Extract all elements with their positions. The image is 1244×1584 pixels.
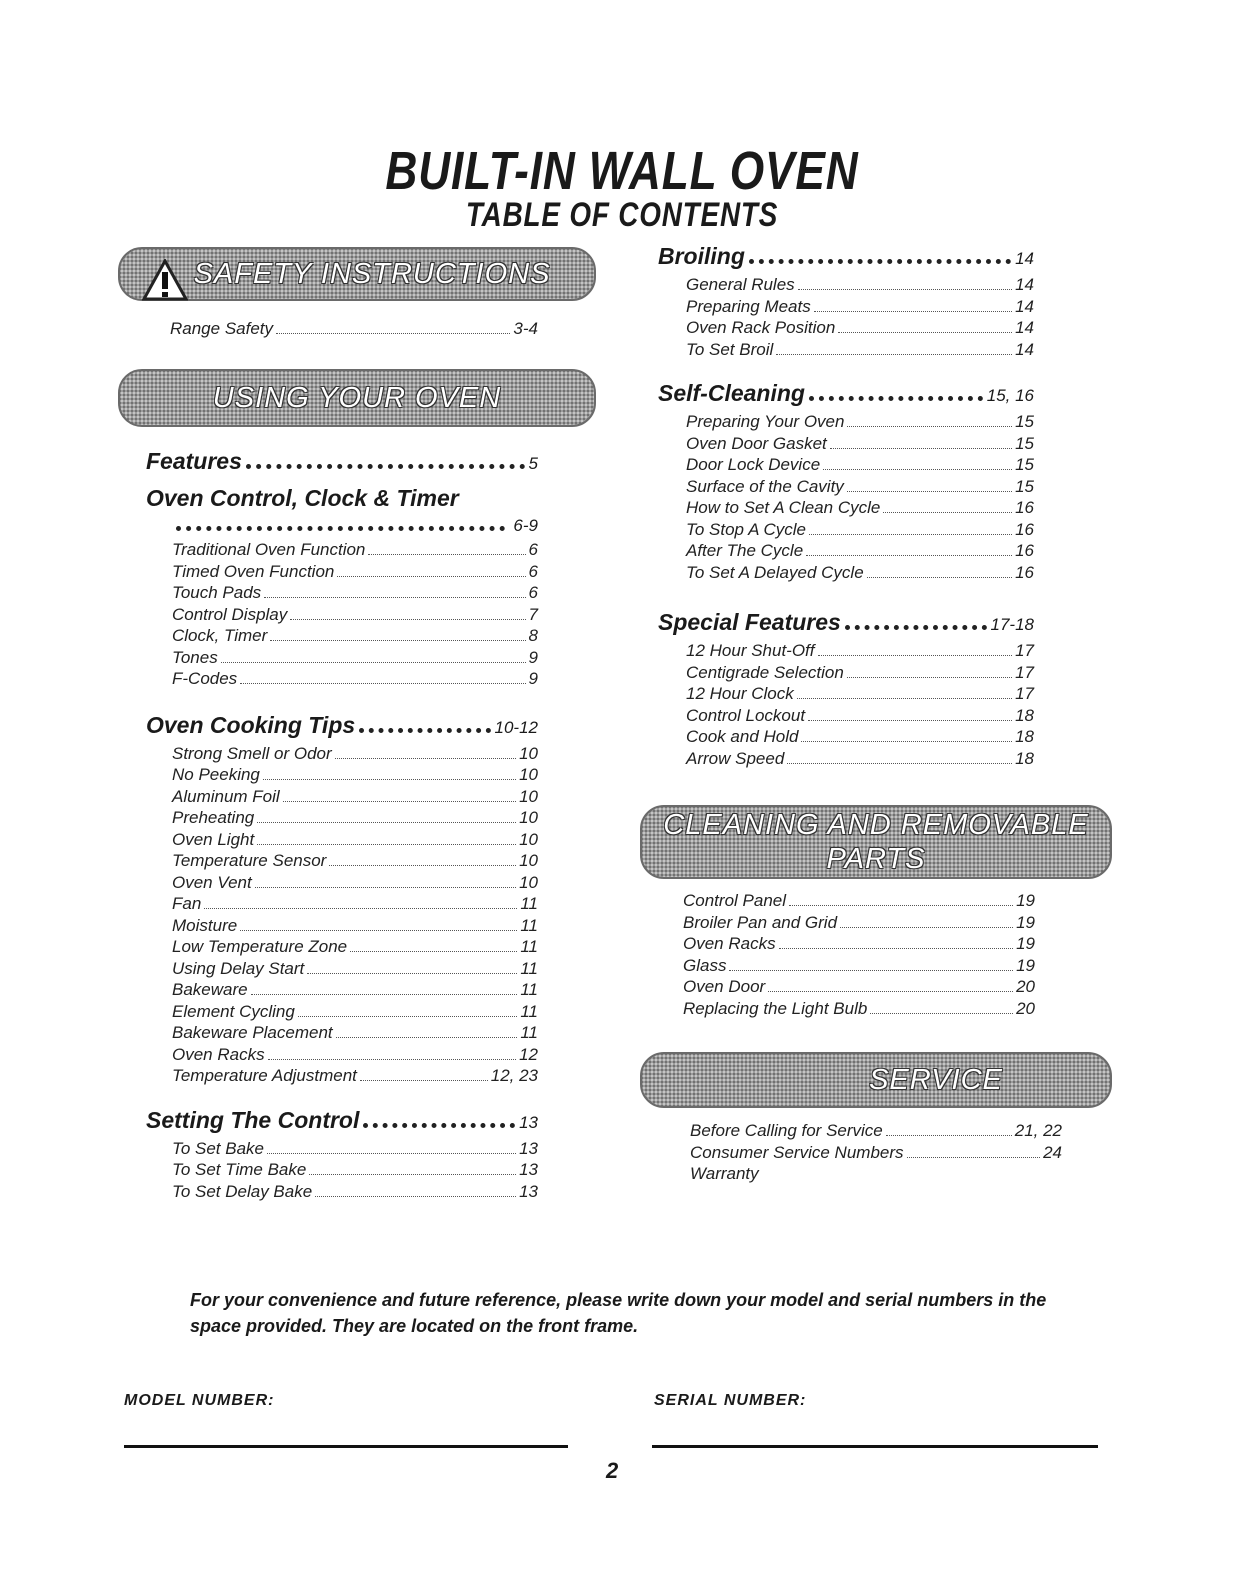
toc-entry-page: 10 bbox=[519, 743, 538, 763]
toc-entry-label: 12 Hour Clock bbox=[686, 684, 794, 703]
toc-entry-label: Control Lockout bbox=[686, 705, 806, 725]
toc-entry-page: 20 bbox=[1016, 977, 1035, 996]
toc-entry-label: Fan bbox=[172, 894, 202, 913]
toc-entry-page: 14 bbox=[1015, 318, 1034, 337]
toc-entry-page: 18 bbox=[1015, 748, 1034, 768]
leader-dots bbox=[847, 491, 1012, 492]
toc-entry-label: Arrow Speed bbox=[686, 748, 785, 768]
toc-entry-page: 19 bbox=[1016, 934, 1035, 953]
toc-entry[interactable] bbox=[686, 540, 1034, 562]
leader-dots bbox=[315, 1196, 516, 1197]
toc-entry-label: Oven Light bbox=[172, 829, 255, 849]
toc-entry-page: 11 bbox=[520, 980, 538, 999]
leader-dots bbox=[283, 801, 516, 802]
page-subtitle: TABLE OF CONTENTS bbox=[465, 196, 779, 234]
toc-entry[interactable] bbox=[686, 476, 1034, 498]
toc-entry[interactable] bbox=[686, 411, 1034, 433]
toc-entry-page: 11 bbox=[520, 937, 538, 956]
footer-note: For your convenience and future reference, please write down your model and serial numbers in the space provided. They are located on the front frame. bbox=[190, 1290, 1047, 1336]
toc-entry-page: 9 bbox=[528, 647, 538, 667]
toc-entry-page: 12 bbox=[519, 1044, 538, 1064]
toc-entry-page: 15 bbox=[1015, 455, 1034, 474]
toc-entry[interactable] bbox=[172, 786, 538, 808]
leader-dots bbox=[808, 720, 1012, 721]
leader-dots bbox=[847, 677, 1012, 678]
toc-entry-page: 8 bbox=[528, 626, 538, 645]
toc-entry[interactable] bbox=[172, 893, 538, 915]
safety-banner bbox=[118, 247, 596, 301]
toc-entry-label: Low Temperature Zone bbox=[172, 937, 348, 956]
toc-section-setting-control[interactable] bbox=[146, 1105, 538, 1138]
toc-entry-label: Preparing Your Oven bbox=[686, 412, 845, 431]
toc-entry[interactable] bbox=[172, 625, 538, 647]
toc-entry-label: Temperature Adjustment bbox=[172, 1066, 357, 1085]
toc-entry[interactable] bbox=[686, 274, 1034, 296]
section-label: Oven Control, Clock & Timer bbox=[146, 485, 459, 511]
leader-dots bbox=[809, 396, 983, 401]
self-cleaning-items bbox=[658, 411, 1034, 583]
leader-dots bbox=[749, 259, 1011, 264]
toc-entry-label: Consumer Service Numbers bbox=[690, 1142, 904, 1162]
toc-entry-label: Oven Racks bbox=[683, 934, 776, 953]
leader-dots bbox=[251, 994, 518, 995]
toc-entry-label: Before Calling for Service bbox=[690, 1121, 883, 1140]
toc-entry[interactable] bbox=[683, 912, 1035, 934]
toc-entry[interactable] bbox=[686, 640, 1034, 662]
toc-entry-page: 16 bbox=[1015, 541, 1034, 560]
leader-dots bbox=[363, 1123, 515, 1128]
cleaning-banner-line1: CLEANING AND REMOVABLE bbox=[663, 809, 1089, 841]
toc-entry-label: Cook and Hold bbox=[686, 727, 799, 746]
leader-dots bbox=[787, 763, 1012, 764]
leader-dots bbox=[867, 577, 1012, 578]
leader-dots bbox=[298, 1016, 518, 1017]
toc-entry[interactable] bbox=[686, 497, 1034, 519]
toc-entry[interactable] bbox=[690, 1163, 1062, 1185]
toc-entry-page: 14 bbox=[1015, 339, 1034, 359]
serial-number-field[interactable] bbox=[652, 1445, 1098, 1448]
section-label: Oven Cooking Tips bbox=[146, 711, 356, 738]
toc-entry[interactable] bbox=[690, 1142, 1062, 1164]
using-oven-banner-label: USING YOUR OVEN bbox=[212, 382, 502, 414]
model-number-field[interactable] bbox=[124, 1445, 568, 1448]
leader-dots bbox=[204, 908, 517, 909]
leader-dots bbox=[263, 779, 516, 780]
toc-entry-label: Oven Door Gasket bbox=[686, 433, 827, 453]
toc-entry-label: Clock, Timer bbox=[172, 626, 268, 645]
toc-entry-label: Temperature Sensor bbox=[172, 851, 327, 870]
toc-entry-page: 15 bbox=[1015, 476, 1034, 496]
leader-dots bbox=[818, 655, 1013, 656]
leader-dots bbox=[246, 464, 525, 469]
toc-entry[interactable] bbox=[686, 296, 1034, 318]
using-oven-banner bbox=[118, 369, 596, 427]
toc-entry-page: 7 bbox=[528, 604, 538, 624]
toc-entry[interactable] bbox=[172, 1022, 538, 1044]
cooking-tips-items bbox=[146, 743, 538, 1087]
toc-entry-label: Oven Racks bbox=[172, 1044, 265, 1064]
toc-entry-label: To Set A Delayed Cycle bbox=[686, 562, 864, 582]
toc-entry-label: Warranty bbox=[690, 1164, 759, 1183]
toc-entry-label: Oven Vent bbox=[172, 872, 252, 892]
toc-section-self-cleaning[interactable] bbox=[658, 378, 1034, 411]
leader-dots bbox=[779, 948, 1013, 949]
section-page: 17-18 bbox=[990, 615, 1034, 634]
toc-section-oven-control[interactable] bbox=[146, 483, 538, 513]
toc-entry[interactable] bbox=[686, 317, 1034, 339]
toc-entry[interactable] bbox=[172, 829, 538, 851]
toc-entry-page: 13 bbox=[519, 1160, 538, 1179]
toc-entry-label: To Set Broil bbox=[686, 339, 774, 359]
toc-entry-label: Using Delay Start bbox=[172, 958, 305, 978]
toc-entry-label: Element Cycling bbox=[172, 1001, 295, 1021]
toc-entry[interactable] bbox=[686, 454, 1034, 476]
leader-dots bbox=[257, 844, 516, 845]
toc-entry-page: 17 bbox=[1015, 662, 1034, 682]
toc-entry[interactable] bbox=[686, 433, 1034, 455]
toc-entry-label: Timed Oven Function bbox=[172, 561, 335, 581]
leader-dots bbox=[335, 758, 516, 759]
toc-entry-page: 16 bbox=[1015, 519, 1034, 539]
leader-dots bbox=[270, 640, 525, 641]
leader-dots bbox=[840, 927, 1013, 928]
right-toc-column bbox=[658, 241, 1034, 769]
cleaning-parts-banner bbox=[640, 805, 1112, 879]
toc-entry[interactable] bbox=[686, 726, 1034, 748]
toc-entry[interactable] bbox=[172, 743, 538, 765]
toc-entry[interactable] bbox=[686, 705, 1034, 727]
toc-entry[interactable] bbox=[172, 915, 538, 937]
toc-entry[interactable] bbox=[683, 955, 1035, 977]
toc-entry[interactable] bbox=[686, 683, 1034, 705]
toc-entry[interactable] bbox=[172, 561, 538, 583]
toc-entry[interactable] bbox=[690, 1120, 1062, 1142]
toc-section-special-features[interactable] bbox=[658, 607, 1034, 640]
toc-entry[interactable] bbox=[172, 958, 538, 980]
toc-section-broiling[interactable] bbox=[658, 241, 1034, 274]
section-label: Special Features bbox=[658, 609, 841, 635]
toc-entry-page: 3-4 bbox=[513, 319, 538, 338]
model-number-label: MODEL NUMBER: bbox=[124, 1392, 275, 1409]
toc-entry-label: Bakeware bbox=[172, 980, 248, 999]
toc-entry[interactable] bbox=[683, 998, 1035, 1020]
toc-entry[interactable] bbox=[686, 662, 1034, 684]
toc-entry-page: 9 bbox=[528, 669, 538, 688]
leader-dots bbox=[847, 426, 1012, 427]
toc-section-features[interactable] bbox=[146, 446, 538, 479]
toc-entry[interactable] bbox=[686, 339, 1034, 361]
leader-dots bbox=[776, 354, 1012, 355]
toc-entry-page: 11 bbox=[520, 1001, 538, 1021]
leader-dots bbox=[797, 698, 1012, 699]
broiling-items bbox=[658, 274, 1034, 360]
section-page: 5 bbox=[528, 454, 538, 473]
toc-entry-label: Oven Door bbox=[683, 977, 766, 996]
leader-dots bbox=[268, 1059, 516, 1060]
toc-entry[interactable] bbox=[172, 539, 538, 561]
service-banner-label: SERVICE bbox=[869, 1064, 1003, 1096]
toc-entry-label: General Rules bbox=[686, 275, 795, 294]
leader-dots bbox=[264, 597, 525, 598]
toc-entry[interactable] bbox=[172, 1065, 538, 1087]
section-label: Features bbox=[146, 448, 242, 474]
section-label: Self-Cleaning bbox=[658, 380, 805, 406]
toc-entry[interactable] bbox=[172, 1138, 538, 1160]
toc-entry-label: Tones bbox=[172, 647, 218, 667]
toc-entry-label: Bakeware Placement bbox=[172, 1023, 333, 1042]
service-items-list bbox=[690, 1120, 1062, 1185]
toc-entry-label: Glass bbox=[683, 955, 727, 975]
toc-section-oven-control-page-line bbox=[146, 513, 538, 539]
toc-entry-page: 10 bbox=[519, 808, 538, 827]
toc-entry-label: How to Set A Clean Cycle bbox=[686, 498, 881, 517]
toc-entry-label: Door Lock Device bbox=[686, 455, 821, 474]
toc-entry-page: 20 bbox=[1016, 998, 1035, 1018]
leader-dots bbox=[845, 625, 987, 630]
toc-entry-label: Surface of the Cavity bbox=[686, 476, 844, 496]
leader-dots bbox=[309, 1174, 516, 1175]
safety-banner-label: SAFETY INSTRUCTIONS bbox=[193, 258, 551, 290]
toc-entry-page: 17 bbox=[1015, 684, 1034, 703]
leader-dots bbox=[360, 1080, 488, 1081]
leader-dots bbox=[823, 469, 1012, 470]
leader-dots bbox=[337, 576, 525, 577]
toc-entry-label: To Set Bake bbox=[172, 1138, 264, 1158]
toc-entry-label: F-Codes bbox=[172, 669, 238, 688]
toc-entry-page: 10 bbox=[519, 786, 538, 806]
toc-entry-label: After The Cycle bbox=[686, 541, 804, 560]
toc-entry[interactable] bbox=[686, 519, 1034, 541]
toc-entry[interactable] bbox=[172, 979, 538, 1001]
toc-entry-page: 15 bbox=[1015, 412, 1034, 431]
toc-entry-page: 13 bbox=[519, 1138, 538, 1158]
leader-dots bbox=[798, 289, 1012, 290]
toc-entry[interactable] bbox=[172, 764, 538, 786]
toc-entry-label: Control Panel bbox=[683, 891, 787, 910]
toc-entry-page: 6 bbox=[528, 561, 538, 581]
toc-entry-label: Strong Smell or Odor bbox=[172, 743, 332, 763]
leader-dots bbox=[221, 662, 526, 663]
toc-entry-page: 11 bbox=[520, 894, 538, 913]
setting-control-items bbox=[146, 1138, 538, 1203]
toc-entry-page: 10 bbox=[519, 765, 538, 784]
toc-entry-page: 24 bbox=[1043, 1142, 1062, 1162]
toc-entry-page: 6 bbox=[528, 583, 538, 602]
leader-dots bbox=[368, 554, 525, 555]
leader-dots bbox=[883, 512, 1012, 513]
toc-entry-label: Control Display bbox=[172, 604, 288, 624]
toc-entry[interactable] bbox=[683, 933, 1035, 955]
toc-entry-page: 16 bbox=[1015, 498, 1034, 517]
cleaning-items-list bbox=[683, 890, 1035, 1019]
special-features-items bbox=[658, 640, 1034, 769]
toc-entry-page: 19 bbox=[1016, 912, 1035, 932]
leader-dots bbox=[768, 991, 1013, 992]
toc-entry[interactable] bbox=[172, 582, 538, 604]
section-page: 14 bbox=[1015, 249, 1034, 268]
toc-entry-label: 12 Hour Shut-Off bbox=[686, 641, 815, 660]
page-title: BUILT-IN WALL OVEN bbox=[385, 141, 859, 201]
toc-entry[interactable] bbox=[172, 936, 538, 958]
toc-entry-page: 10 bbox=[519, 872, 538, 892]
toc-entry-page: 17 bbox=[1015, 641, 1034, 660]
leader-dots bbox=[336, 1037, 518, 1038]
leader-dots bbox=[801, 741, 1012, 742]
toc-entry[interactable] bbox=[686, 748, 1034, 770]
toc-entry-label: Centigrade Selection bbox=[686, 662, 844, 682]
section-page: 15, 16 bbox=[986, 386, 1034, 405]
leader-dots bbox=[329, 865, 516, 866]
leader-dots bbox=[886, 1135, 1012, 1136]
toc-entry-label: Oven Rack Position bbox=[686, 318, 836, 337]
section-page: 10-12 bbox=[494, 717, 538, 737]
left-toc-column bbox=[146, 446, 538, 1202]
leader-dots bbox=[907, 1157, 1041, 1158]
toc-entry-page: 18 bbox=[1015, 727, 1034, 746]
toc-entry-page: 19 bbox=[1016, 891, 1035, 910]
warning-icon bbox=[142, 259, 188, 301]
toc-entry-label: Traditional Oven Function bbox=[172, 540, 366, 559]
toc-entry-label: Touch Pads bbox=[172, 583, 262, 602]
toc-entry[interactable] bbox=[172, 807, 538, 829]
toc-entry-page: 11 bbox=[520, 958, 538, 978]
toc-entry-page: 14 bbox=[1015, 296, 1034, 316]
leader-dots bbox=[240, 683, 525, 684]
leader-dots bbox=[307, 973, 517, 974]
toc-entry-label: Moisture bbox=[172, 915, 238, 935]
toc-entry-page: 15 bbox=[1015, 433, 1034, 453]
page-number: 2 bbox=[606, 1458, 619, 1483]
toc-entry-label: To Set Time Bake bbox=[172, 1160, 307, 1179]
toc-entry-label: Aluminum Foil bbox=[172, 786, 280, 806]
toc-entry[interactable] bbox=[172, 1159, 538, 1181]
toc-entry-page: 13 bbox=[519, 1181, 538, 1201]
toc-entry-label: No Peeking bbox=[172, 765, 260, 784]
toc-entry-page: 10 bbox=[519, 851, 538, 870]
safety-list bbox=[170, 318, 538, 340]
toc-entry-page: 10 bbox=[519, 829, 538, 849]
leader-dots bbox=[359, 728, 490, 733]
leader-dots bbox=[350, 951, 517, 952]
toc-entry[interactable] bbox=[172, 1001, 538, 1023]
toc-entry[interactable] bbox=[172, 850, 538, 872]
toc-entry[interactable] bbox=[683, 976, 1035, 998]
toc-entry-label: Range Safety bbox=[170, 319, 274, 338]
toc-entry-page: 19 bbox=[1016, 955, 1035, 975]
leader-dots bbox=[176, 526, 505, 531]
service-banner bbox=[640, 1052, 1112, 1108]
section-label: Setting The Control bbox=[146, 1106, 360, 1133]
toc-entry[interactable] bbox=[170, 318, 538, 340]
leader-dots bbox=[276, 333, 510, 334]
leader-dots bbox=[806, 555, 1012, 556]
toc-entry[interactable] bbox=[172, 1181, 538, 1203]
cleaning-banner-line2: PARTS bbox=[826, 843, 926, 875]
toc-entry-label: Broiler Pan and Grid bbox=[683, 912, 838, 932]
toc-entry-page: 11 bbox=[520, 915, 538, 935]
leader-dots bbox=[870, 1013, 1013, 1014]
toc-entry[interactable] bbox=[172, 647, 538, 669]
leader-dots bbox=[729, 970, 1013, 971]
toc-entry[interactable] bbox=[686, 562, 1034, 584]
toc-entry-page: 18 bbox=[1015, 705, 1034, 725]
section-page: 6-9 bbox=[513, 516, 538, 535]
leader-dots bbox=[267, 1153, 516, 1154]
section-label: Broiling bbox=[658, 243, 745, 269]
leader-dots bbox=[838, 332, 1012, 333]
leader-dots bbox=[814, 311, 1012, 312]
leader-dots bbox=[257, 822, 516, 823]
toc-entry[interactable] bbox=[172, 604, 538, 626]
toc-entry-page: 11 bbox=[520, 1023, 538, 1042]
toc-entry-label: To Stop A Cycle bbox=[686, 519, 807, 539]
leader-dots bbox=[255, 887, 516, 888]
oven-control-items bbox=[146, 539, 538, 690]
toc-entry-page: 14 bbox=[1015, 275, 1034, 294]
toc-entry-label: Preheating bbox=[172, 808, 255, 827]
toc-entry-page: 21, 22 bbox=[1014, 1121, 1062, 1140]
leader-dots bbox=[809, 534, 1012, 535]
leader-dots bbox=[240, 930, 517, 931]
leader-dots bbox=[290, 619, 525, 620]
toc-entry-label: Preparing Meats bbox=[686, 296, 811, 316]
toc-entry-page: 12, 23 bbox=[490, 1066, 538, 1085]
toc-section-cooking-tips[interactable] bbox=[146, 710, 538, 743]
toc-entry-page: 16 bbox=[1015, 562, 1034, 582]
toc-entry-label: Replacing the Light Bulb bbox=[683, 998, 868, 1018]
toc-entry-label: To Set Delay Bake bbox=[172, 1181, 313, 1201]
toc-entry[interactable] bbox=[172, 668, 538, 690]
toc-entry[interactable] bbox=[172, 1044, 538, 1066]
leader-dots bbox=[830, 448, 1012, 449]
toc-entry[interactable] bbox=[683, 890, 1035, 912]
section-page: 13 bbox=[519, 1112, 538, 1132]
serial-number-label: SERIAL NUMBER: bbox=[654, 1392, 807, 1409]
leader-dots bbox=[789, 905, 1013, 906]
toc-entry-page: 6 bbox=[528, 540, 538, 559]
toc-entry[interactable] bbox=[172, 872, 538, 894]
